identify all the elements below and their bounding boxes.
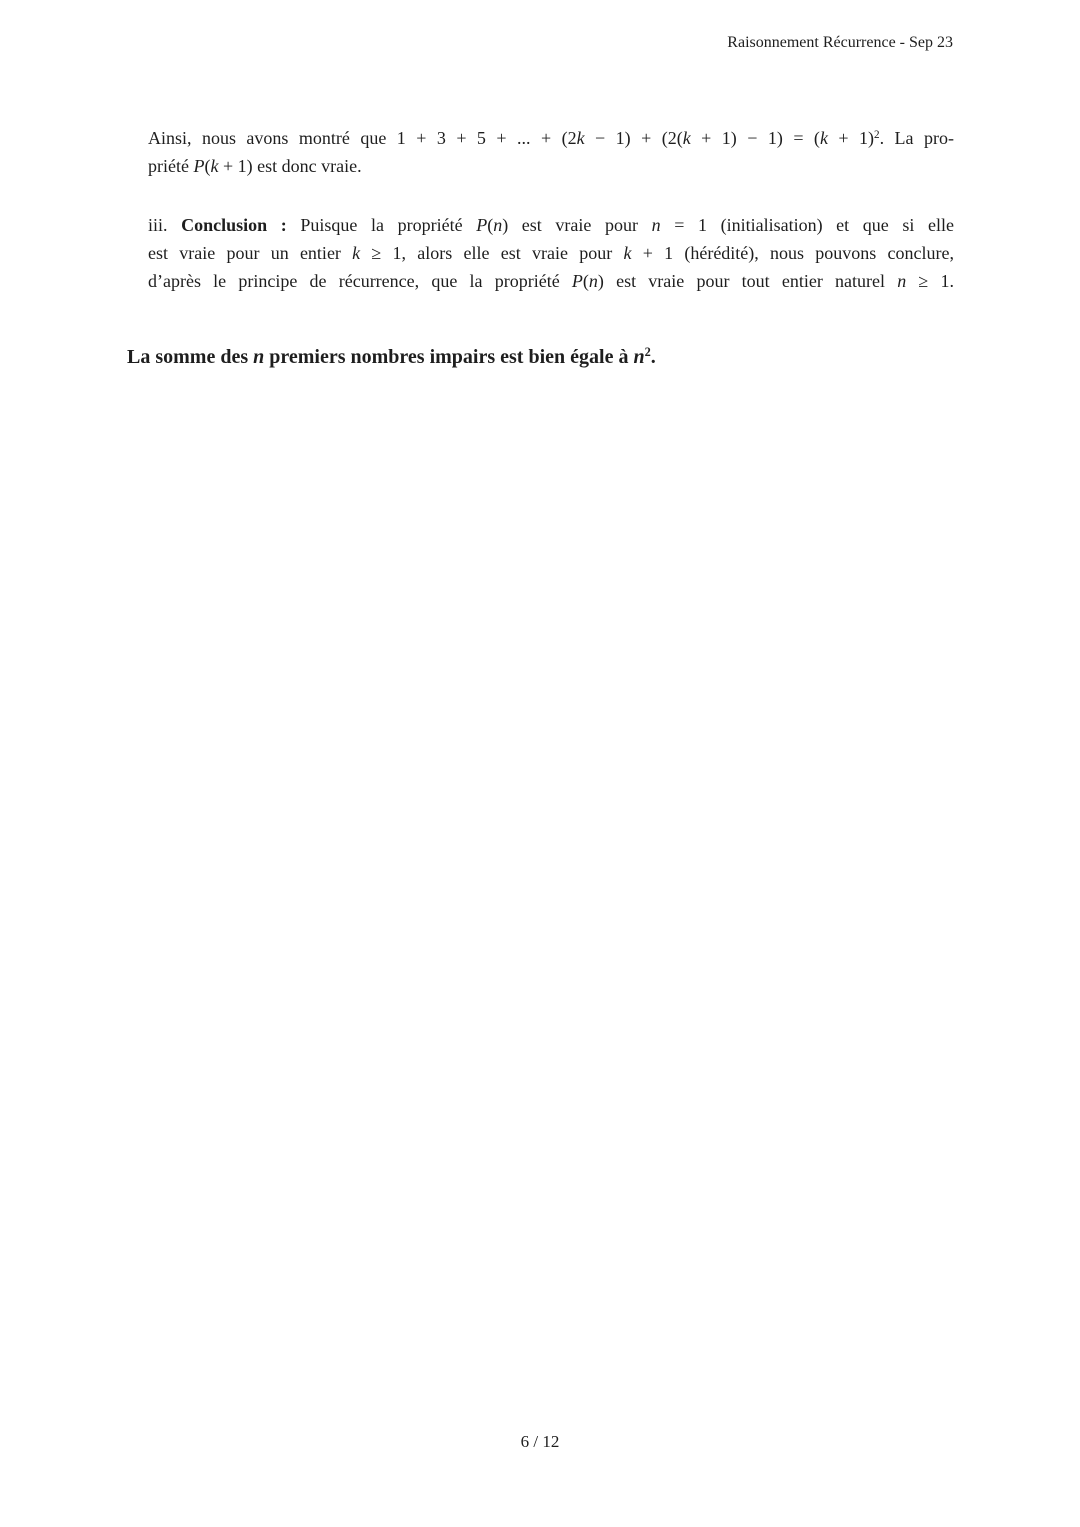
text-run-rm: + 1) − 1) = ( (690, 128, 820, 149)
text-run-it: P (476, 215, 488, 235)
text-line (148, 211, 954, 239)
text-run-rm: Puisque la propriété (286, 215, 477, 235)
text-run-it: P (571, 271, 583, 291)
text-run-rm: − 1) + (2( (584, 128, 683, 149)
text-line (148, 239, 954, 267)
text-run-it: k (352, 243, 361, 263)
text-run-rm: + 1) (827, 128, 875, 149)
final-statement (127, 338, 954, 372)
text-run-rm: . La pro- (879, 128, 954, 149)
text-line (148, 267, 954, 295)
text-run-rm: ( (487, 215, 494, 235)
page-number: 6 / 12 (520, 1432, 560, 1451)
text-run-rm: + 1) est donc vraie. (218, 156, 362, 177)
text-run-rm: + 1 (hérédité), nous pouvons conclure, (631, 243, 955, 263)
text-run-rm: iii. (148, 215, 182, 235)
text-run-it: n (897, 271, 907, 291)
text-run-it: n (493, 215, 503, 235)
text-line (148, 152, 954, 180)
text-run-b: premiers nombres impairs est bien égale à (264, 345, 634, 368)
text-line (148, 121, 954, 152)
text-run-rm: ≥ 1, alors elle est vraie pour (360, 243, 624, 263)
text-run-it: k (623, 243, 632, 263)
text-run-rm: Ainsi, nous avons montré que 1 + 3 + 5 + ... + (2 (148, 128, 577, 149)
text-run-rm: d’après le principe de récurrence, que la propriété (148, 271, 572, 291)
text-run-it: n (588, 271, 598, 291)
text-run-rm: ) est vraie pour tout entier naturel (597, 271, 898, 291)
text-run-rm: ( (204, 156, 211, 177)
text-run-sup: 2 (874, 129, 880, 141)
text-run-bi: n (633, 345, 645, 368)
text-run-rm: priété (148, 156, 194, 177)
text-run-it: k (576, 128, 585, 149)
text-run-it: k (819, 128, 828, 149)
running-header: Raisonnement Récurrence - Sep 23 (727, 34, 953, 51)
text-run-it: k (210, 156, 219, 177)
text-run-rm: ) est vraie pour (502, 215, 652, 235)
text-run-rm: ≥ 1. (906, 271, 954, 291)
text-run-rm: = 1 (initialisation) et que si elle (660, 215, 954, 235)
text-run-it: P (193, 156, 205, 177)
text-run-rm: est vraie pour un entier (148, 243, 353, 263)
text-run-b: . (650, 345, 656, 368)
text-run-rm: ( (582, 271, 589, 291)
text-run-b: La somme des (127, 345, 254, 368)
text-run-bsup: 2 (644, 345, 651, 359)
text-line (127, 338, 954, 372)
text-run-b: Conclusion : (181, 215, 287, 235)
text-run-it: k (682, 128, 691, 149)
paragraph-conclusion-step (148, 211, 954, 295)
text-run-it: n (651, 215, 661, 235)
paragraph-induction-result (148, 121, 954, 180)
text-run-bi: n (253, 345, 265, 368)
